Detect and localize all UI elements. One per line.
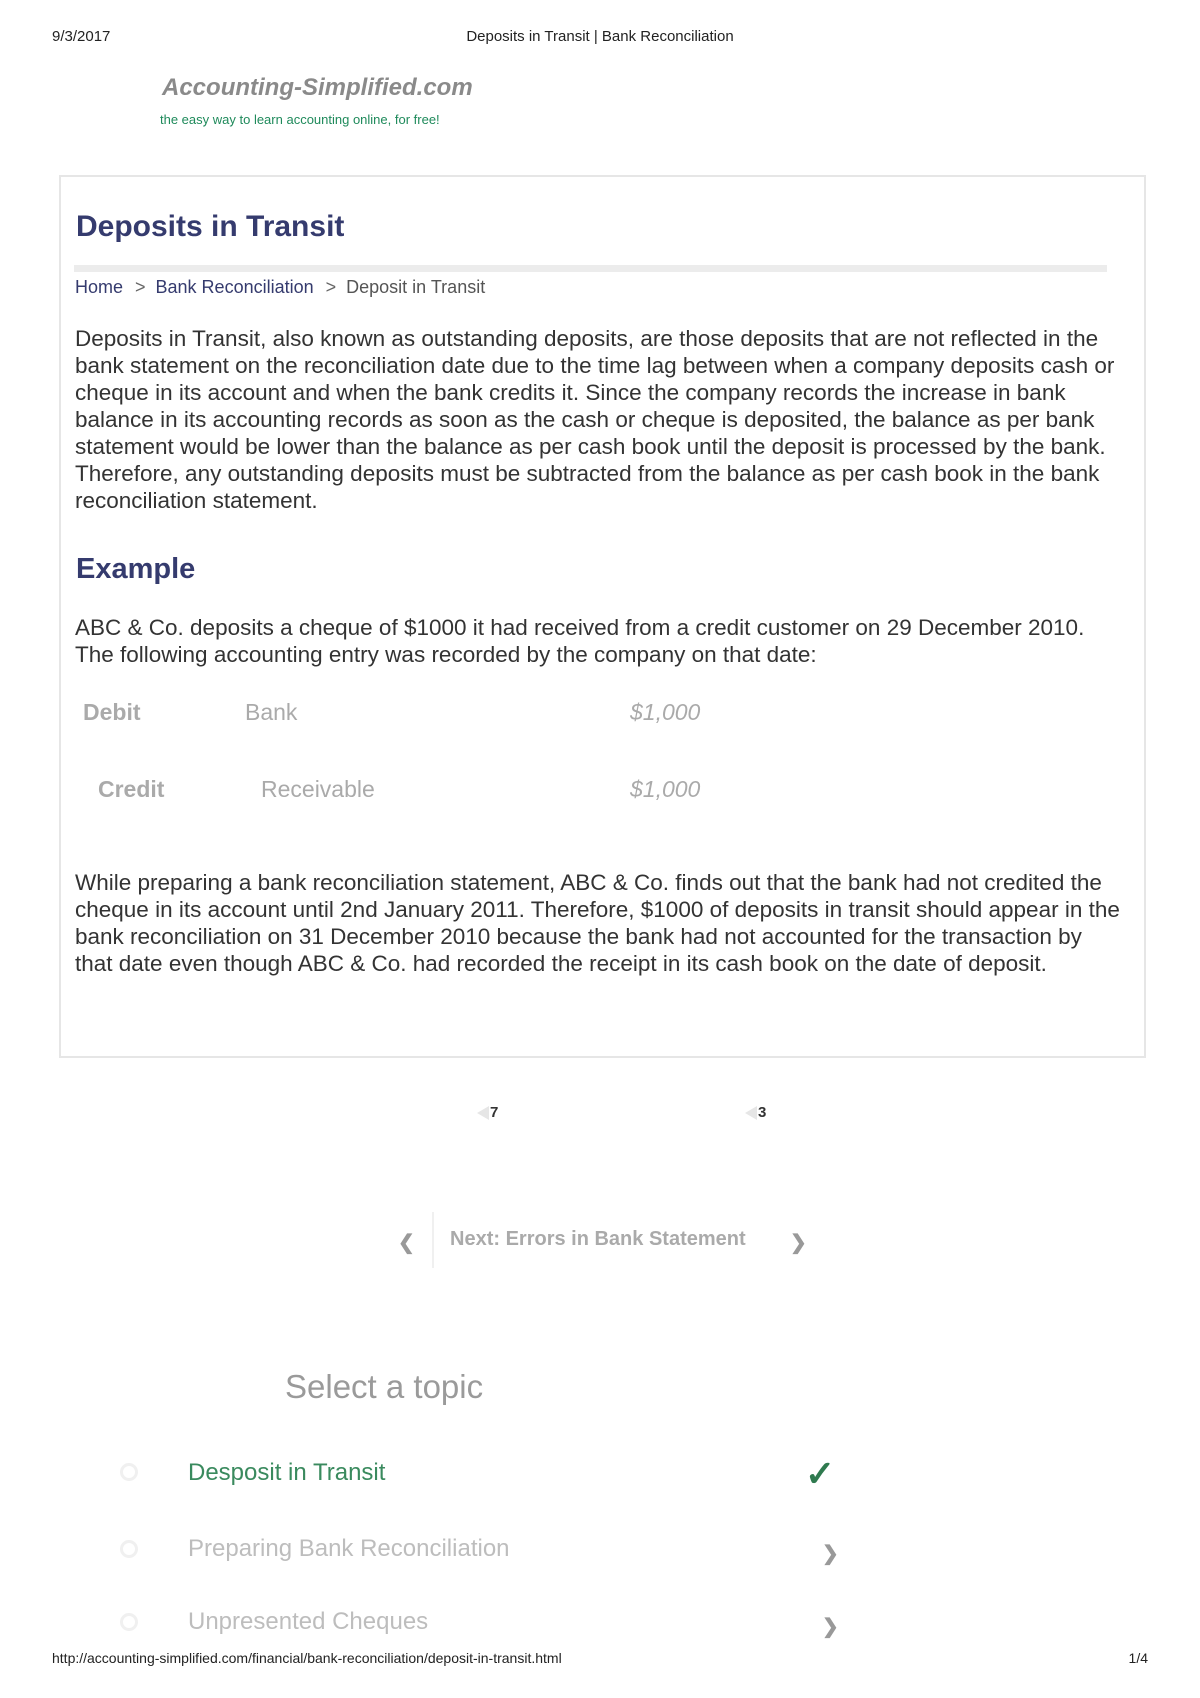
print-footer	[0, 1650, 1200, 1670]
chevron-right-icon[interactable]: ❯	[822, 1543, 839, 1565]
share-counter-1[interactable]	[477, 1104, 498, 1121]
site-tagline: the easy way to learn accounting online, for free!	[160, 112, 440, 127]
chevron-right-icon[interactable]: ❯	[790, 1232, 807, 1254]
topic-radio[interactable]	[120, 1613, 138, 1631]
breadcrumb-home[interactable]: Home	[75, 277, 124, 297]
page-title: Deposits in Transit	[76, 210, 345, 243]
debit-label: Debit	[83, 699, 141, 725]
print-title: Deposits in Transit | Bank Reconciliation	[466, 28, 734, 45]
next-page-link[interactable]: Next: Errors in Bank Statement	[450, 1228, 746, 1250]
breadcrumb	[75, 277, 485, 298]
page-url: http://accounting-simplified.com/financial/bank-reconciliation/deposit-in-transit.html	[52, 1650, 562, 1666]
breadcrumb-separator: >	[325, 277, 337, 297]
topic-item-preparing-bank-reconciliation[interactable]: Preparing Bank Reconciliation	[188, 1535, 510, 1562]
nav-divider	[432, 1212, 434, 1268]
topic-radio[interactable]	[120, 1463, 138, 1481]
print-header	[0, 28, 1200, 50]
intro-paragraph: Deposits in Transit, also known as outstanding deposits, are those deposits that are not reflected in the bank statement on the reconciliation date due to the time lag between when a company deposits cash or cheque in its account and when the bank credits it. Since the company records the increase in bank balance in its accounting records as soon as the cash or cheque is deposited, the balance as per bank statement would be lower than the balance as per cash book until the deposit is processed by the bank. Therefore, any outstanding deposits must be subtracted from the balance as per cash book in the bank reconciliation statement.	[75, 326, 1115, 513]
share-count: 7	[490, 1104, 499, 1121]
example-heading: Example	[76, 553, 196, 585]
topic-item-deposit-in-transit[interactable]: Desposit in Transit	[188, 1459, 386, 1486]
topic-radio[interactable]	[120, 1540, 138, 1558]
print-date: 9/3/2017	[52, 28, 111, 45]
share-counter-2[interactable]	[745, 1104, 766, 1121]
share-count: 3	[758, 1104, 767, 1121]
debit-account: Bank	[245, 699, 298, 725]
debit-amount: $1,000	[630, 699, 701, 725]
breadcrumb-current: Deposit in Transit	[346, 277, 486, 297]
chevron-left-icon[interactable]: ❮	[398, 1232, 415, 1254]
chevron-right-icon[interactable]: ❯	[822, 1616, 839, 1638]
title-divider	[74, 265, 1107, 272]
triangle-left-icon	[477, 1106, 489, 1120]
page-number: 1/4	[1128, 1650, 1148, 1666]
breadcrumb-bank-reconciliation[interactable]: Bank Reconciliation	[155, 277, 314, 297]
example-paragraph: ABC & Co. deposits a cheque of $1000 it had received from a credit customer on 29 December 2010. The following accounting entry was recorded by the company on that date:	[75, 615, 1085, 667]
conclusion-paragraph: While preparing a bank reconciliation statement, ABC & Co. finds out that the bank had not credited the cheque in its account until 2nd January 2011. Therefore, $1000 of deposits in transit should appear in the bank reconciliation on 31 December 2010 because the bank had not accounted for the transaction by that date even though ABC & Co. had recorded the receipt in its cash book on the date of deposit.	[75, 870, 1120, 976]
credit-amount: $1,000	[630, 776, 701, 802]
topic-item-unpresented-cheques[interactable]: Unpresented Cheques	[188, 1608, 429, 1635]
site-logo-link[interactable]: Accounting-Simplified.com	[162, 74, 473, 101]
topic-selector-heading: Select a topic	[285, 1368, 484, 1405]
credit-label: Credit	[98, 776, 165, 802]
check-icon: ✓	[805, 1453, 836, 1494]
credit-account: Receivable	[261, 776, 375, 802]
triangle-left-icon	[745, 1106, 757, 1120]
breadcrumb-separator: >	[135, 277, 146, 297]
